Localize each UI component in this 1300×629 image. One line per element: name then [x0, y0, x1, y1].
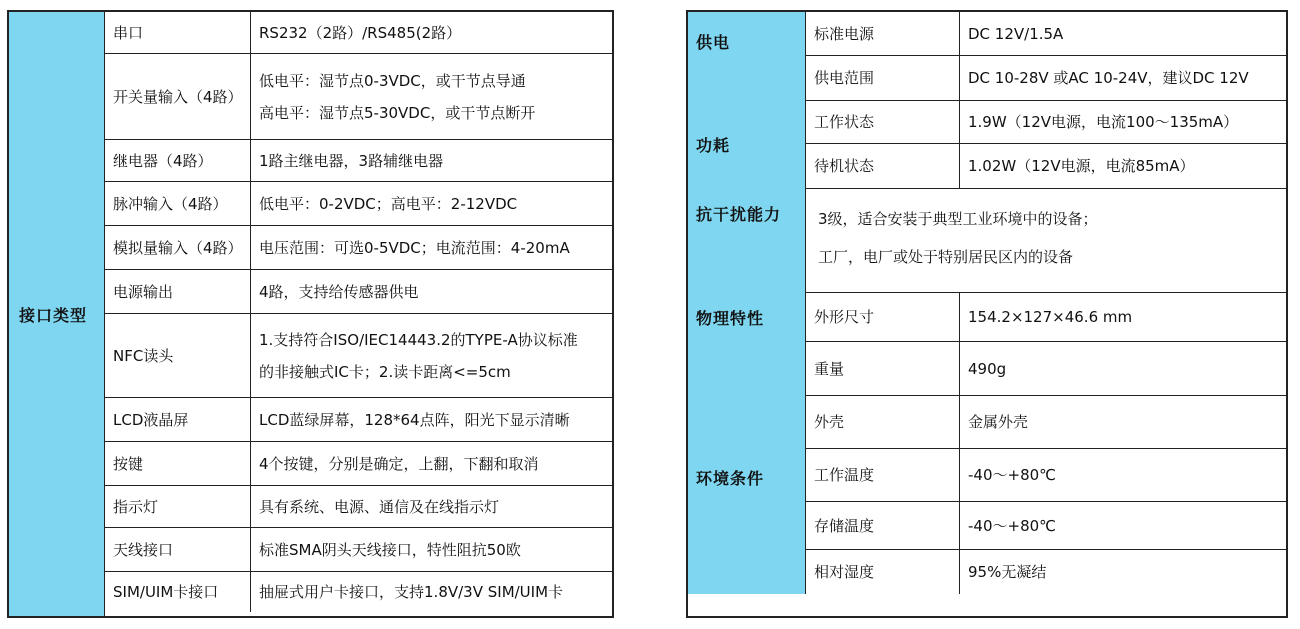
spec-name: 天线接口 — [105, 528, 251, 571]
spec-value — [960, 502, 1286, 549]
category-label: 物理特性 — [696, 309, 765, 328]
spec-row — [806, 144, 1286, 188]
spec-value-line: 1路主继电器，3路辅继电器 — [259, 151, 444, 170]
spec-row — [105, 270, 612, 314]
spec-row — [105, 12, 612, 54]
spec-value — [960, 144, 1286, 188]
spec-name: 供电范围 — [806, 56, 960, 100]
spec-name: 外壳 — [806, 396, 960, 448]
spec-name: 电源输出 — [105, 270, 251, 313]
spec-value — [251, 314, 612, 397]
spec-row — [105, 140, 612, 182]
spec-value — [251, 140, 612, 181]
spec-value-line: 95%无凝结 — [968, 563, 1047, 581]
spec-row — [105, 54, 612, 140]
spec-row — [105, 486, 612, 528]
spec-row — [105, 226, 612, 270]
spec-value-line: 标准SMA阴头天线接口，特性阻抗50欧 — [259, 540, 521, 559]
spec-value — [806, 188, 1286, 292]
spec-row — [105, 314, 612, 398]
spec-row — [806, 100, 1286, 144]
spec-row — [806, 396, 1286, 448]
spec-value-line: DC 10-28V 或AC 10-24V，建议DC 12V — [968, 69, 1249, 87]
spec-row — [806, 56, 1286, 100]
spec-value — [960, 550, 1286, 594]
spec-value — [251, 54, 612, 139]
spec-name: 待机状态 — [806, 144, 960, 188]
spec-value — [960, 342, 1286, 395]
category-label: 环境条件 — [696, 469, 765, 488]
spec-value-line: 具有系统、电源、通信及在线指示灯 — [259, 497, 500, 516]
spec-value-line: RS232（2路）/RS485(2路） — [259, 23, 462, 42]
spec-row — [806, 342, 1286, 396]
spec-row — [105, 442, 612, 486]
interface-spec-table — [7, 10, 614, 618]
spec-value-line: 低电平：湿节点0-3VDC，或干节点导通 — [259, 71, 526, 90]
spec-value-line: 低电平：0-2VDC；高电平：2-12VDC — [259, 194, 518, 213]
category-label: 接口类型 — [19, 305, 88, 325]
spec-name: 模拟量输入（4路） — [105, 226, 251, 269]
spec-value — [960, 396, 1286, 448]
spec-value — [960, 100, 1286, 143]
spec-value — [251, 528, 612, 571]
category-cell — [688, 448, 806, 594]
category-label: 供电 — [696, 33, 731, 52]
category-label: 抗干扰能力 — [696, 205, 782, 224]
spec-name: 按键 — [105, 442, 251, 485]
spec-value — [960, 448, 1286, 501]
spec-value-line: 1.02W（12V电源，电流85mA） — [968, 157, 1195, 175]
spec-name: 脉冲输入（4路） — [105, 182, 251, 225]
category-cell — [688, 12, 806, 100]
spec-row — [806, 550, 1286, 594]
spec-value-line: 1.支持符合ISO/IEC14443.2的TYPE-A协议标准 — [259, 330, 578, 349]
spec-value — [251, 182, 612, 225]
spec-value — [251, 12, 612, 53]
spec-value-line: DC 12V/1.5A — [968, 24, 1064, 43]
spec-name: 标准电源 — [806, 12, 960, 55]
spec-value — [960, 12, 1286, 55]
category-cell — [688, 100, 806, 188]
spec-value-line: 金属外壳 — [968, 413, 1029, 431]
spec-value — [960, 56, 1286, 100]
spec-value — [960, 292, 1286, 341]
spec-value-line: 4路，支持给传感器供电 — [259, 282, 419, 301]
spec-value-line: 抽屉式用户卡接口，支持1.8V/3V SIM/UIM卡 — [259, 583, 564, 601]
spec-value-line: 高电平：湿节点5-30VDC，或干节点断开 — [259, 103, 536, 122]
spec-value-line: -40～+80℃ — [968, 516, 1057, 535]
spec-row — [105, 572, 612, 612]
category-cell — [688, 292, 806, 448]
spec-name: 继电器（4路） — [105, 140, 251, 181]
spec-name: 存储温度 — [806, 502, 960, 549]
spec-row — [105, 528, 612, 572]
spec-name: 指示灯 — [105, 486, 251, 527]
spec-row — [105, 182, 612, 226]
spec-name: 串口 — [105, 12, 251, 53]
spec-value-line: 3级，适合安装于典型工业环境中的设备； — [818, 210, 1098, 228]
spec-row — [105, 398, 612, 442]
spec-value — [251, 486, 612, 527]
spec-name: 开关量输入（4路） — [105, 54, 251, 139]
spec-name: 相对湿度 — [806, 550, 960, 594]
spec-value-line: 490g — [968, 359, 1007, 378]
spec-value — [251, 226, 612, 269]
spec-value — [251, 442, 612, 485]
spec-name: SIM/UIM卡接口 — [105, 572, 251, 612]
spec-name: 工作状态 — [806, 100, 960, 143]
spec-name: NFC读头 — [105, 314, 251, 397]
spec-value-line: 4个按键，分别是确定，上翻，下翻和取消 — [259, 454, 539, 473]
spec-value-line: 154.2×127×46.6 mm — [968, 307, 1133, 326]
spec-value — [251, 572, 612, 612]
spec-name: 工作温度 — [806, 448, 960, 501]
spec-value-line: LCD蓝绿屏幕，128*64点阵，阳光下显示清晰 — [259, 410, 570, 429]
spec-value-line: 的非接触式IC卡；2.读卡距离<=5cm — [259, 362, 511, 381]
spec-value — [251, 398, 612, 441]
spec-name: 重量 — [806, 342, 960, 395]
spec-value-line: -40～+80℃ — [968, 465, 1057, 484]
category-cell — [688, 188, 806, 292]
category-cell-interface — [9, 12, 105, 616]
spec-row — [806, 12, 1286, 56]
spec-row — [806, 292, 1286, 342]
spec-value — [251, 270, 612, 313]
spec-name: LCD液晶屏 — [105, 398, 251, 441]
spec-row — [806, 448, 1286, 502]
spec-value-line: 电压范围：可选0-5VDC；电流范围：4-20mA — [259, 238, 570, 257]
spec-row — [806, 502, 1286, 550]
spec-value-line: 1.9W（12V电源，电流100～135mA） — [968, 112, 1239, 131]
category-label: 功耗 — [696, 135, 731, 155]
spec-value-line: 工厂，电厂或处于特别居民区内的设备 — [818, 248, 1074, 266]
power-physical-spec-table — [686, 10, 1288, 618]
spec-name: 外形尺寸 — [806, 292, 960, 341]
